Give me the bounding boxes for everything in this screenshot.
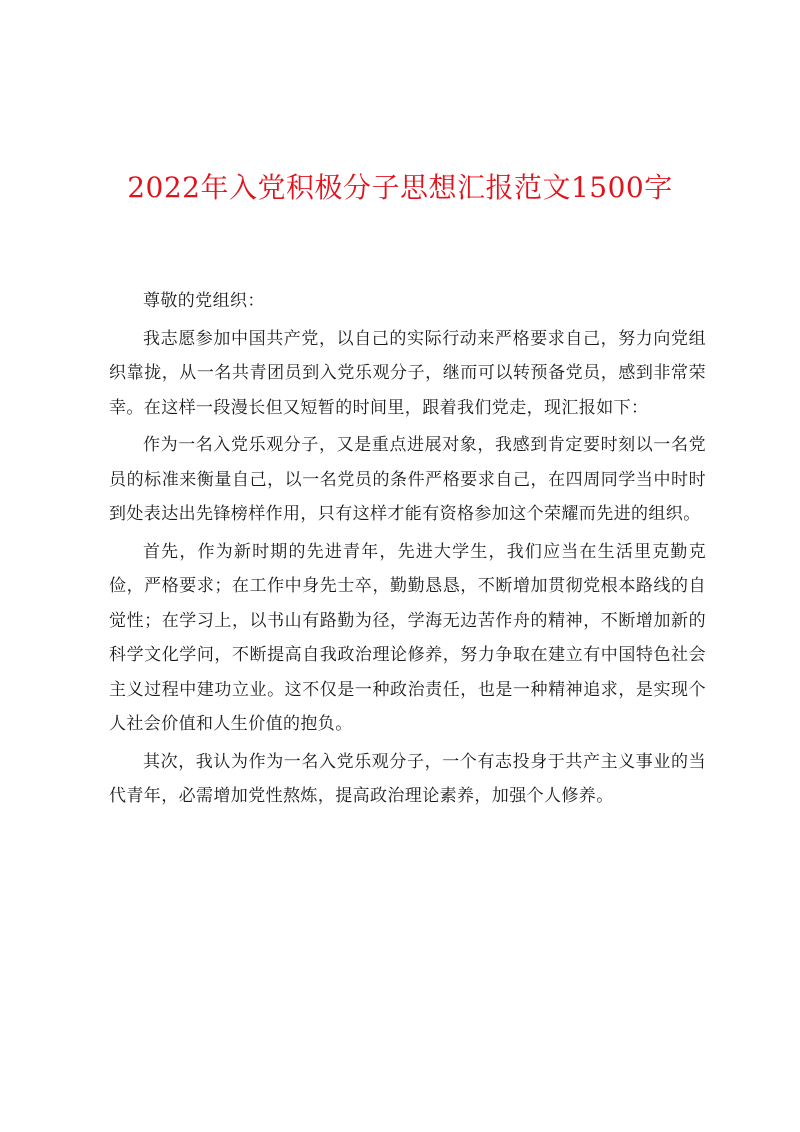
paragraph-3: 首先，作为新时期的先进青年，先进大学生，我们应当在生活里克勤克俭，严格要求；在工作中身先士卒，勤勤恳恳，不断增加贯彻党根本路线的自觉性；在学习上，以书山有路勤为径，学海无边苦作舟的精神，不断增加新的科学文化学问，不断提高自我政治理论修养，努力争取在建立有中国特色社会主义过程中建功立业。这不仅是一种政治责任，也是一种精神追求，是实现个人社会价值和人生价值的抱负。	[109, 541, 706, 734]
paragraph-4: 其次，我认为作为一名入党乐观分子，一个有志投身于共产主义事业的当代青年，必需增加党性熬炼，提高政治理论素养，加强个人修养。	[109, 751, 706, 806]
paragraph-2: 作为一名入党乐观分子，又是重点进展对象，我感到肯定要时刻以一名党员的标准来衡量自己，以一名党员的条件严格要求自己，在四周同学当中时时到处表达出先锋榜样作用，只有这样才能有资格参加这个荣耀而先进的组织。	[109, 435, 706, 524]
document-title: 2022年入党积极分子思想汇报范文1500字	[127, 171, 673, 204]
salutation: 尊敬的党组织：	[143, 291, 265, 311]
document-body	[109, 284, 706, 817]
paragraph-1: 我志愿参加中国共产党，以自己的实际行动来严格要求自己，努力向党组织靠拢，从一名共青团员到入党乐观分子，继而可以转预备党员，感到非常荣幸。在这样一段漫长但又短暂的时间里，跟着我们党走，现汇报如下：	[109, 328, 706, 418]
